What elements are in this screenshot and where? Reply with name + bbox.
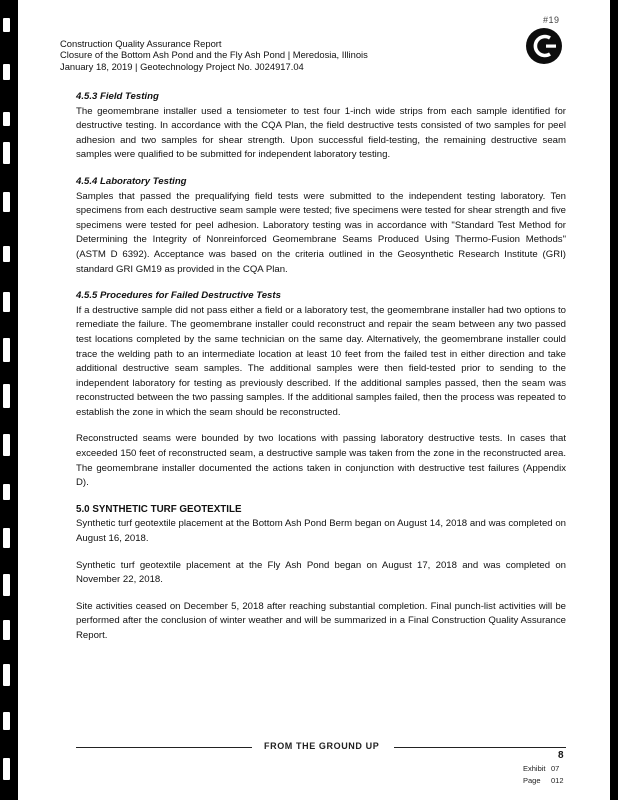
- page-value: 012: [551, 776, 564, 785]
- edge-mark: [3, 292, 10, 312]
- paragraph-turf-3: Site activities ceased on December 5, 2018 after reaching substantial completion. Final punch-list activities will be performed after the conclusion of winter weather and will be summarized in a Final Construction Quality Assurance Report.: [76, 600, 566, 641]
- footer-tagline: FROM THE GROUND UP: [264, 741, 380, 751]
- edge-mark: [3, 758, 10, 780]
- paragraph-failed-tests-1: If a destructive sample did not pass either a field or a laboratory test, the geomembrane installer had two options to remediate the failure. The geomembrane installer could reconstruct and repair the seam between any two passed test locations completed by the same technician on the same day. Alternatively, the geomembrane installer could trace the welding path to an intermediate location at least 10 feet from the failed test in either direction and take additional destructive seam samples. The additional samples were then field-tested prior to sending to the independent laboratory for testing as previously described. If the additional samples passed, then the seam was reconstructed between the two passing samples. If the additional samples failed, then the process was repeated to establish the zone in which the seam should be reconstructed.: [76, 304, 566, 418]
- section-heading-synthetic-turf: 5.0 SYNTHETIC TURF GEOTEXTILE: [76, 503, 242, 515]
- paragraph-turf-2: Synthetic turf geotextile placement at the Fly Ash Pond began on August 17, 2018 and was completed on November 22, 2018.: [76, 559, 566, 586]
- edge-mark: [3, 664, 10, 686]
- document-body: [76, 90, 566, 644]
- section-heading-failed-tests: 4.5.5 Procedures for Failed Destructive Tests: [76, 290, 281, 302]
- report-header: [60, 38, 368, 72]
- page-stamp: #19: [543, 15, 560, 25]
- page-footer: [76, 741, 566, 755]
- edge-mark: [3, 246, 10, 262]
- paragraph-turf-1: Synthetic turf geotextile placement at the Bottom Ash Pond Berm began on August 14, 2018 and was completed on August 16, 2018.: [76, 518, 566, 545]
- report-title: Construction Quality Assurance Report: [60, 38, 222, 49]
- paragraph-field-testing: The geomembrane installer used a tensiometer to test four 1-inch wide strips from each sample identified for destructive testing. In accordance with the CQA Plan, the field destructive tests consisted of two samples for peel adhesion and two samples for shear strength. Upon successful field-testing, the remaining destructive seam samples were qualified to be submitted for independent laboratory testing.: [76, 105, 566, 161]
- exhibit-label: Exhibit: [523, 764, 546, 773]
- edge-mark: [3, 528, 10, 548]
- report-date-project: January 18, 2019 | Geotechnology Project No. J024917.04: [60, 60, 304, 72]
- section-heading-laboratory-testing: 4.5.4 Laboratory Testing: [76, 175, 187, 187]
- edge-mark: [3, 142, 10, 164]
- edge-mark: [3, 64, 10, 80]
- edge-mark: [3, 192, 10, 212]
- footer-rule-right: [394, 747, 566, 748]
- section-heading-field-testing: 4.5.3 Field Testing: [76, 91, 159, 102]
- paragraph-failed-tests-2: Reconstructed seams were bounded by two locations with passing laboratory destructive tests. In cases that exceeded 150 feet of reconstructed seam, a destructive sample was taken from the zone in the reconstructed area. The geomembrane installer documented the actions taken in conjunction with destructive test failures (Appendix D).: [76, 433, 566, 489]
- exhibit-value: 07: [551, 764, 560, 773]
- footer-rule-left: [76, 747, 252, 748]
- edge-mark: [3, 384, 10, 408]
- edge-mark: [3, 574, 10, 596]
- page-number: 8: [558, 750, 564, 761]
- paragraph-laboratory-testing: Samples that passed the prequalifying field tests were submitted to the independent testing laboratory. Ten specimens from each destructive seam sample were tested; five specimens were tested for shear strength and five specimens were tested for peel adhesion. Laboratory testing was in accordance with "Standard Test Method for Determining the Integrity of Nonreinforced Geomembrane Seams Produced Using Thermo-Fusion Methods" (ASTM D 6392). Acceptance was based on the criteria outlined in the Geosynthetic Research Institute (GRI) standard GRI GM19 as provided in the CQA Plan.: [76, 190, 566, 275]
- edge-mark: [3, 434, 10, 456]
- scan-edge: [610, 0, 618, 800]
- edge-mark: [3, 18, 10, 32]
- company-logo-icon: [523, 24, 565, 66]
- edge-mark: [3, 712, 10, 730]
- exhibit-stamp: [523, 763, 579, 787]
- report-subtitle: Closure of the Bottom Ash Pond and the Fly Ash Pond | Meredosia, Illinois: [60, 49, 368, 61]
- edge-mark: [3, 338, 10, 362]
- edge-mark: [3, 112, 10, 126]
- page-label: Page: [523, 776, 541, 785]
- edge-mark: [3, 620, 10, 640]
- edge-mark: [3, 484, 10, 500]
